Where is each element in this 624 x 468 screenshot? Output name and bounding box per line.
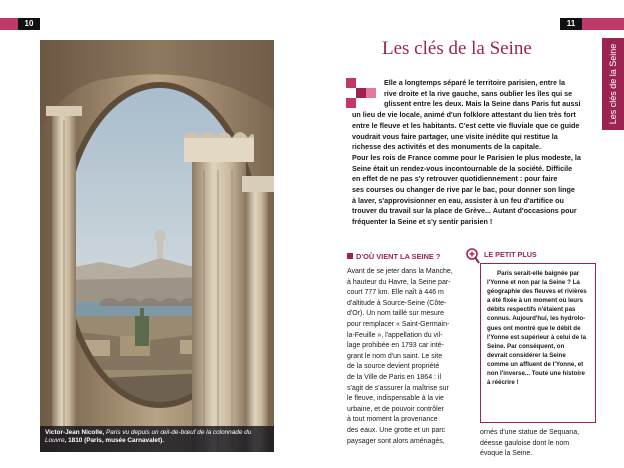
plus-line: gues ont montré que le débit de <box>487 324 581 332</box>
intro-line: voudrait vous faire partager, une visite inédite qui restitue la <box>352 131 558 141</box>
plus-line: débits respectifs n'étaient pas <box>487 306 576 314</box>
body-line: évoque la Seine. <box>480 450 533 458</box>
body-line: à hauteur du Havre, la Seine par- <box>347 278 451 286</box>
intro-line: Elle a longtemps séparé le territoire parisien, entre la <box>384 78 565 87</box>
page-number: 10 <box>18 18 40 30</box>
right-page <box>312 0 624 468</box>
plus-line: devrait considérer la Seine <box>487 351 566 359</box>
intro-line: richesse des activités et des monuments de la capitale. <box>352 142 541 152</box>
body-line: d'Or). Un nom taillé sur mesure <box>347 310 445 318</box>
plus-line: à réécrire ! <box>487 379 519 387</box>
body-column-2 <box>480 428 598 460</box>
body-line: des eaux. Une grotte et un parc <box>347 426 446 434</box>
body-line: de la Ville de Paris en 1864 : il <box>347 373 442 381</box>
plus-line: Paris serait-elle baignée par <box>497 270 580 277</box>
intro-text <box>352 78 592 228</box>
painting-illustration <box>40 40 274 452</box>
illustration-caption <box>40 426 274 452</box>
body-line: de la source devient propriété <box>347 363 440 371</box>
side-tab-label: Les clés de la Seine <box>608 43 618 125</box>
body-line: la-Feuille », l'appellation du vil- <box>347 331 443 339</box>
body-column-1 <box>347 267 470 447</box>
intro-line: glissent entre les deux. Mais la Seine dans Paris fut aussi <box>384 99 581 109</box>
intro-line: un lieu de vie locale, animé d'un folklore attestant du lien très fort <box>352 110 576 120</box>
body-line: s'agit de s'assurer la maîtrise sur <box>347 384 449 392</box>
magnifier-plus-icon <box>466 248 480 264</box>
page-color-bar <box>582 18 624 30</box>
body-line: court 777 km. Elle naît à 446 m <box>347 289 444 297</box>
body-line: pour remplacer « Saint-Germain- <box>347 320 450 328</box>
body-line: lage prohibée en 1793 car inté- <box>347 342 444 350</box>
page-color-bar <box>0 18 18 30</box>
petit-plus-box <box>480 263 596 423</box>
body-line: Avant de se jeter dans la Manche, <box>347 268 453 275</box>
plus-line: Seine. Par conséquent, on <box>487 342 565 350</box>
intro-line: rive droite et la rive gauche, sans oublier les îles qui se <box>384 88 573 98</box>
plus-line: comme un affluent de l'Yonne, et <box>487 360 584 368</box>
plus-line: non l'inverse... Toute une histoire <box>487 370 585 378</box>
intro-line: Pour les rois de France comme pour le Parisien le plus modeste, la <box>352 152 581 162</box>
intro-line: entre le fleuve et les habitants. C'est cette vie fluviale que ce guide <box>352 120 580 130</box>
intro-line: Seine était un rendez-vous incontournable de la société. Difficile <box>352 163 573 173</box>
intro-line: en effet de ne pas s'y retrouver quotidiennement : pour faire <box>352 174 558 184</box>
section-heading: D'OÙ VIENT LA SEINE ? <box>347 252 440 261</box>
body-line: ornés d'une statue de Sequana, <box>480 429 580 436</box>
plus-line: connus. Aujourd'hui, les hydrolo- <box>487 315 586 323</box>
intro-line: fréquenter la Seine et s'y sentir parisien ! <box>352 217 493 227</box>
intro-line: à laver, s'approvisionner en eau, assister à un feu d'artifice ou <box>352 195 564 205</box>
body-line: déesse gauloise dont le nom <box>480 439 570 447</box>
body-line: urbaine, et de pouvoir contrôler <box>347 405 444 413</box>
body-line: le fleuve, indispensable à la vie <box>347 395 444 403</box>
caption-artwork-title: Paris vu depuis un œil-de-bœuf de la colonnade du Louvre <box>45 429 252 444</box>
body-line: d'altitude à Source-Seine (Côte- <box>347 299 447 307</box>
petit-plus-heading: LE PETIT PLUS <box>484 250 537 259</box>
intro-line: ses courses ou changer de rive par le bac, pour donner son linge <box>352 185 575 195</box>
plus-line: l'Yonne est supérieur à celui de la <box>487 333 587 341</box>
intro-line: trouver du travail sur la place de Grève... Autant d'occasions pour <box>352 206 577 216</box>
caption-author: Victor-Jean Nicolle, <box>45 429 106 436</box>
plus-line: a été fixée à un moment où leurs <box>487 297 583 305</box>
chapter-side-tab <box>602 38 624 130</box>
page-number: 11 <box>560 18 582 30</box>
body-line: paysager sont alors aménagés, <box>347 437 445 445</box>
plus-line: l'Yonne et non par la Seine ? La <box>487 279 580 287</box>
body-line: grant le nom d'un saint. Le site <box>347 352 443 360</box>
plus-line: géographie des fleuves et rivières <box>487 288 587 296</box>
caption-details: , 1810 (Paris, musée Carnavalet). <box>64 437 165 444</box>
page-title: Les clés de la Seine <box>382 38 532 59</box>
body-line: à tout moment la provenance <box>347 416 438 424</box>
